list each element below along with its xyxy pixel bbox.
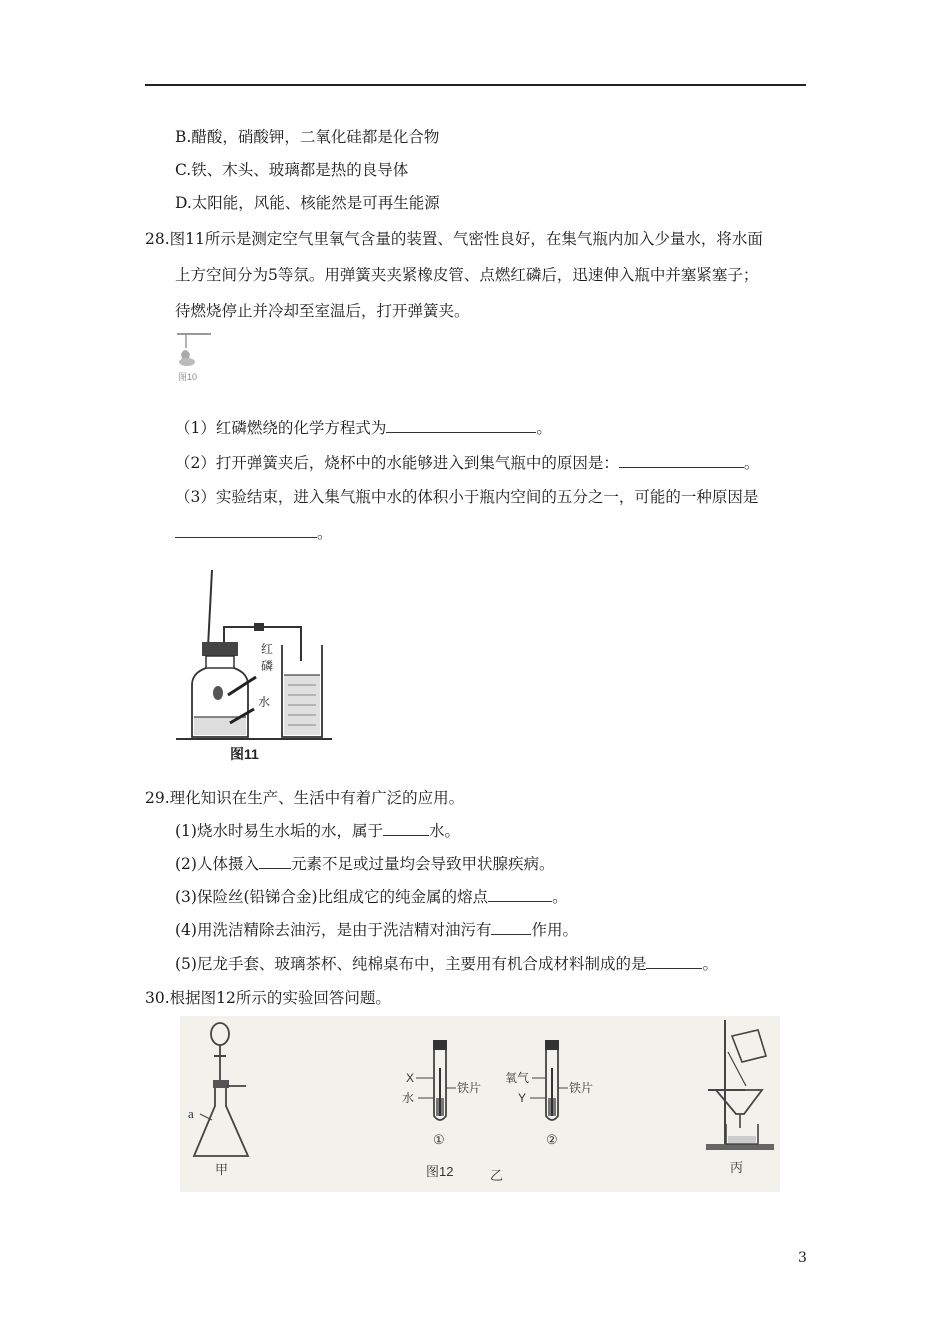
q29-sub2-text: (2)人体摄入 — [175, 855, 259, 873]
figure-11-label-red: 红 — [261, 642, 274, 656]
figure-12-label-x: X — [406, 1071, 415, 1085]
q29-sub5 — [175, 954, 718, 974]
q28-sub2-text: （2）打开弹簧夹后，烧杯中的水能够进入到集气瓶中的原因是： — [175, 454, 619, 472]
q28-sub3-end: 。 — [317, 524, 333, 542]
figure-12-label-a: a — [188, 1106, 194, 1121]
figure-10-caption: 图10 — [178, 372, 198, 382]
q29-sub1 — [175, 821, 460, 841]
q29-sub3 — [175, 887, 568, 907]
q28-sub1 — [175, 418, 552, 438]
figure-11 — [176, 565, 336, 765]
page-number: 3 — [798, 1250, 807, 1266]
figure-11-label-water: 水 — [258, 695, 271, 709]
q27-option-c: C.铁、木头、玻璃都是热的良导体 — [175, 161, 409, 179]
figure-12-label-yi: 乙 — [490, 1168, 504, 1183]
q28-stem-line2: 上方空间分为5等氛。用弹簧夹夹紧橡皮管、点燃红磷后，迅速伸入瓶中并塞紧塞子； — [175, 266, 759, 284]
header-rule — [145, 84, 806, 86]
figure-12-caption: 图12 — [426, 1164, 454, 1179]
figure-12-label-circle-1: ① — [433, 1132, 445, 1147]
figure-12-label-iron-1: 铁片 — [457, 1081, 482, 1095]
answer-blank[interactable] — [619, 453, 744, 468]
q28-sub2-end: 。 — [743, 454, 760, 472]
q29-sub3-end: 。 — [552, 888, 568, 906]
q29-sub2 — [175, 854, 554, 874]
q29-sub1-end: 水。 — [428, 822, 460, 840]
q28-sub1-text: （1）红磷燃绕的化学方程式为 — [175, 419, 387, 437]
answer-blank[interactable] — [386, 418, 536, 433]
q28-sub3-continuation — [175, 523, 333, 543]
figure-12-apparatus — [180, 1016, 780, 1192]
q27-option-d: D.太阳能，风能、核能然是可再生能源 — [175, 194, 440, 212]
figure-12-label-bing: 丙 — [730, 1160, 744, 1175]
q29-sub2-end: 元素不足或过量均会导致甲状腺疾病。 — [290, 855, 555, 873]
q30-stem: 30.根据图12所示的实验回答问题。 — [145, 989, 391, 1007]
figure-12-label-circle-2: ② — [546, 1132, 558, 1147]
figure-12-label-y: Y — [518, 1091, 527, 1105]
q29-sub4-end: 作用。 — [531, 921, 578, 939]
q29-sub3-text: (3)保险丝(铅锑合金)比组成它的纯金属的熔点 — [175, 888, 489, 906]
figure-11-caption: 图11 — [230, 746, 259, 762]
figure-11-label-phosphorus: 磷 — [261, 659, 274, 673]
q27-option-b: B.醋酸，硝酸钾，二氧化硅都是化合物 — [175, 128, 440, 146]
q28-stem-line3: 待燃烧停止并冷却至室温后，打开弹簧夹。 — [175, 302, 470, 320]
answer-blank[interactable] — [259, 854, 291, 869]
q29-stem: 29.理化知识在生产、生活中有着广泛的应用。 — [145, 789, 465, 807]
figure-12-label-iron-2: 铁片 — [569, 1081, 594, 1095]
figure-10-thumbnail — [175, 332, 215, 388]
q29-sub5-end: 。 — [702, 955, 718, 973]
answer-blank[interactable] — [491, 920, 531, 935]
q28-sub1-end: 。 — [536, 419, 552, 437]
q28-stem-line1: 28.图11所示是测定空气里氧气含量的装置、气密性良好，在集气瓶内加入少量水，将水面 — [145, 230, 763, 248]
figure-12-label-jia: 甲 — [215, 1162, 229, 1177]
q29-sub4-text: (4)用洗洁精除去油污，是由于洗洁精对油污有 — [175, 921, 492, 939]
figure-10-image — [175, 332, 215, 388]
q29-sub4 — [175, 920, 578, 940]
q29-sub1-text: (1)烧水时易生水垢的水，属于 — [175, 822, 383, 840]
q29-sub5-text: (5)尼龙手套、玻璃茶杯、纯棉桌布中，主要用有机合成材料制成的是 — [175, 955, 647, 973]
figure-12 — [180, 1016, 780, 1192]
figure-11-apparatus — [176, 565, 336, 765]
answer-blank[interactable] — [175, 523, 317, 538]
figure-12-label-water: 水 — [402, 1091, 415, 1105]
q28-sub3: （3）实验结束，进入集气瓶中水的体积小于瓶内空间的五分之一，可能的一种原因是 — [175, 488, 759, 506]
figure-12-label-oxygen: 氧气 — [505, 1071, 530, 1085]
answer-blank[interactable] — [488, 887, 552, 902]
answer-blank[interactable] — [383, 821, 429, 836]
answer-blank[interactable] — [646, 954, 702, 969]
q28-sub2 — [175, 453, 759, 473]
